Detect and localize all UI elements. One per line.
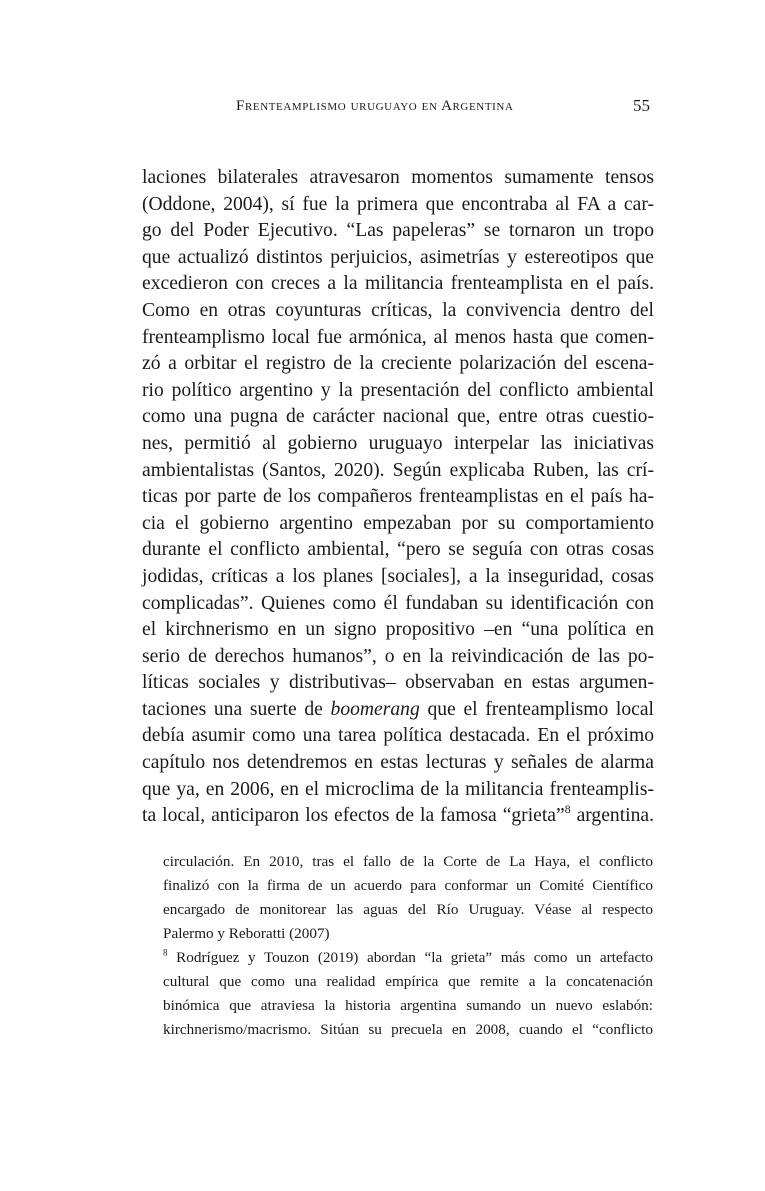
page-number: 55 [633, 96, 650, 115]
body-line: ticas por parte de los compañeros frenteamplistas en el país ha- [142, 486, 654, 508]
body-line: capítulo nos detendremos en estas lecturas y señales de alarma [142, 752, 654, 774]
footnote-reference: 8 [564, 803, 571, 817]
footnote-line: encargado de monitorear las aguas del Río Uruguay. Véase al respecto [163, 901, 653, 918]
body-line: laciones bilaterales atravesaron momentos sumamente tensos [142, 167, 654, 188]
body-line: jodidas, críticas a los planes [sociales], a la inseguridad, cosas [142, 565, 654, 587]
body-line: serio de derechos humanos”, o en la reivindicación de las po- [142, 645, 654, 667]
body-text-segment: taciones una suerte de [142, 698, 331, 720]
body-line: ambientalistas (Santos, 2020). Según explicaba Ruben, las crí- [142, 459, 654, 481]
body-line: complicadas”. Quienes como él fundaban su identificación con [142, 592, 654, 614]
body-line: el kirchnerismo en un signo propositivo –en “una política en [142, 619, 654, 641]
body-line: que ya, en 2006, en el microclima de la militancia frenteamplis- [142, 778, 654, 800]
body-line: líticas sociales y distributivas– observaban en estas argumen- [142, 672, 654, 694]
footnote-line: Palermo y Reboratti (2007) [163, 925, 330, 942]
body-text-segment: que el frenteamplismo local [419, 698, 654, 720]
body-line: excedieron con creces a la militancia frenteamplista en el país. [142, 273, 654, 295]
footnotes [163, 850, 653, 1042]
body-line: cia el gobierno argentino empezaban por su comportamiento [142, 512, 654, 534]
body-line-boomerang [142, 697, 654, 724]
footnote-line: cultural que como una realidad empírica que remite a la concatenación [163, 973, 653, 990]
footnote-8-first-line [163, 946, 653, 970]
footnote-line: finalizó con la firma de un acuerdo para conformar un Comité Científico [163, 877, 653, 894]
body-line: que actualizó distintos perjuicios, asimetrías y estereotipos que [142, 246, 654, 268]
body-text-segment: ta local, anticiparon los efectos de la famosa “grieta” [142, 805, 565, 827]
body-text-segment: argentina. [570, 805, 655, 827]
body-line: como una pugna de carácter nacional que, entre otras cuestio- [142, 406, 654, 428]
body-line-last [142, 803, 654, 830]
body-line: zó a orbitar el registro de la creciente polarización del escena- [142, 353, 654, 375]
footnote-line: binómica que atraviesa la historia argentina sumando un nuevo eslabón: [163, 997, 653, 1014]
italic-term: boomerang [330, 698, 420, 720]
body-line: frenteamplismo local fue armónica, al menos hasta que comen- [142, 326, 654, 348]
body-line: (Oddone, 2004), sí fue la primera que encontraba al FA a car- [142, 193, 654, 215]
footnote-line: kirchnerismo/macrismo. Sitúan su precuela en 2008, cuando el “conflicto [163, 1021, 653, 1038]
body-line: nes, permitió al gobierno uruguayo interpelar las iniciativas [142, 432, 654, 454]
body-line: rio político argentino y la presentación del conflicto ambiental [142, 379, 654, 401]
body-line: go del Poder Ejecutivo. “Las papeleras” se tornaron un tropo [142, 220, 654, 242]
footnote-marker: 8 [163, 947, 168, 958]
body-line: debía asumir como una tarea política destacada. En el próximo [142, 725, 654, 747]
footnote-text-segment: Rodríguez y Touzon (2019) abordan “la grieta” más como un artefacto [167, 949, 653, 966]
body-paragraph [142, 165, 654, 830]
footnote-line: circulación. En 2010, tras el fallo de la Corte de La Haya, el conflicto [163, 853, 653, 870]
body-line: durante el conflicto ambiental, “pero se seguía con otras cosas [142, 539, 654, 561]
running-header: Frenteamplismo uruguayo en Argentina [236, 98, 514, 114]
body-line: Como en otras coyunturas críticas, la convivencia dentro del [142, 299, 654, 321]
